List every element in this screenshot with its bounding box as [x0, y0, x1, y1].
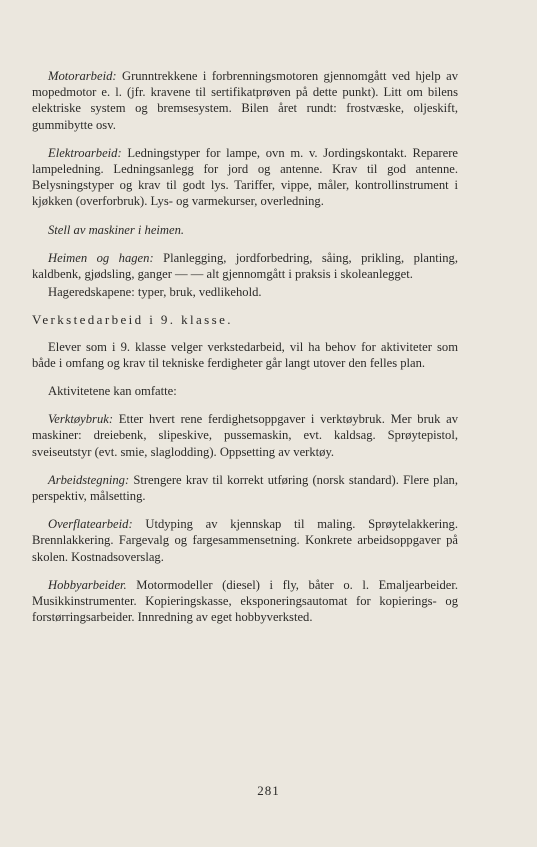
paragraph-heading: Elektroarbeid:	[48, 145, 122, 160]
paragraph-text: Utdyping av kjennskap til maling. Sprøytelakkering. Brennlakkering. Fargevalg og fargesammensetning. Konkrete arbeidsoppgaver på skolen. Kostnadsoverslag.	[32, 517, 458, 564]
paragraph-text: Ledningstyper for lampe, ovn m. v. Jordingskontakt. Reparere lampeledning. Ledningsanlegg for jord og antenne. Krav til god antenne. Belysningstyper og krav til godt lys. Tariffer, vippe, måler, kontrollinstrument i kjøkken (overforbruk). Lys- og varmekurser, overledning.	[32, 145, 458, 209]
paragraph-overflatearbeid	[32, 516, 458, 565]
page-number: 281	[257, 783, 280, 798]
paragraph-verktoybruk	[32, 411, 458, 460]
paragraph-stell-av-maskiner	[32, 222, 458, 238]
paragraph-heading: Hobbyarbeider.	[48, 577, 127, 592]
paragraph-motorarbeid	[32, 68, 458, 133]
paragraph-heading: Heimen og hagen:	[48, 250, 154, 265]
paragraph-heading: Stell av maskiner i heimen.	[48, 222, 185, 237]
intro-paragraph: Elever som i 9. klasse velger verkstedarbeid, vil ha behov for aktiviteter som både i omfang og krav til tekniske ferdigheter går langt utover den felles plan.	[32, 339, 458, 370]
paragraph-hobbyarbeider	[32, 577, 458, 626]
paragraph-text: Strengere krav til korrekt utføring (norsk standard). Flere plan, perspektiv, målsetting.	[32, 472, 458, 504]
paragraph-hageredskapene	[32, 284, 458, 300]
section-heading: Verkstedarbeid i 9. klasse.	[32, 312, 233, 328]
paragraph-heading: Overflatearbeid:	[48, 517, 133, 532]
paragraph-text: Etter hvert rene ferdighetsoppgaver i verktøybruk. Mer bruk av maskiner: dreiebenk, slipeskive, pussemaskin, evt. kaldsag. Sprøytepistol, sveiseutstyr (evt. smie, slaglodding). Oppsetting av verktøy.	[32, 412, 458, 459]
paragraph-heading: Verktøybruk:	[48, 412, 114, 427]
activities-label: Aktivitetene kan omfatte:	[48, 384, 177, 399]
paragraph-arbeidstegning	[32, 472, 458, 504]
paragraph-heading: Motorarbeid:	[48, 69, 117, 83]
paragraph-text: Hageredskapene: typer, bruk, vedlikehold.	[48, 285, 262, 300]
paragraph-text: Planlegging, jordforbedring, såing, prikling, planting, kaldbenk, gjødsling, ganger — — alt gjennomgått i praksis i skoleanlegget.	[32, 250, 458, 282]
paragraph-text: Grunntrekkene i forbrenningsmotoren gjennomgått ved hjelp av mopedmotor e. l. (jfr. kravene til sertifikatprøven på dette punkt). Litt om bilens elektriske system og bremsesystem. Bilen året rundt: frostvæske, oljeskift, gummibytte osv.	[32, 69, 458, 132]
paragraph-text: Motormodeller (diesel) i fly, båter o. l. Emaljearbeider. Musikkinstrumenter. Kopieringskasse, eksponeringsautomat for kopierings- og forstørringsarbeider. Innredning av eget hobbyverksted.	[32, 577, 458, 625]
page-content	[32, 68, 458, 637]
paragraph-elektroarbeid	[32, 145, 458, 210]
paragraph-heading: Arbeidstegning:	[48, 472, 130, 487]
paragraph-heimen-og-hagen	[32, 250, 458, 282]
